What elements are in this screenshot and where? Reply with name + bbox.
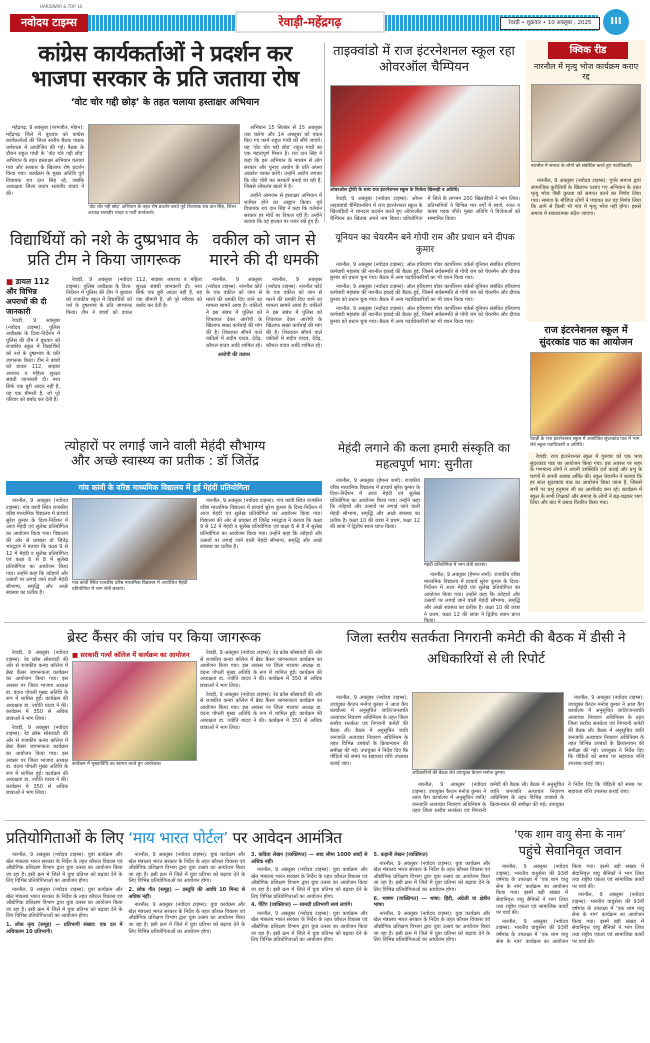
quick-read-body: नारनौल, 9 अक्तूबर (नवोदय टाइम्स): गुर्जर समाज द्वारा सामाजिक कुरीतियों के खिलाफ चलाए गए अभियान के तहत मृत्यु भोज जैसी कुप्रथा को समाप्त करने का निर्णय लिया गया। समाज के मौजिज लोगों ने पंचायत कर यह निर्णय लिया कि आगे से किसी भी गांव में मृत्यु भोज नहीं होगा। इससे समाज में सकारात्मक संदेश जाएगा। — [531, 178, 641, 217]
quick-read-title: नारनौल में मृत्यु भोज कार्यक्रम कराए रद्द — [533, 62, 639, 81]
mehndi2-headline: मेहंदी लगाने की कला हमारी संस्कृति का महत्वपूर्ण भाग: सुनीता — [337, 441, 511, 471]
cancer-headline: ब्रेस्ट कैंसर की जांच पर किया जागरूक — [67, 630, 261, 646]
column-rule — [324, 42, 325, 222]
lead-body-col1: महेंद्रगढ़, 9 अक्तूबर (परमजीत, मोहन): महेंद्रगढ़ जिले में बुधवार को कांग्रेस कार्यकर्ताओं की जिला स्तरीय बैठक पाठक धर्मशाला में आयोजित की गई। बैठक के दौरान राहुल गांधी के ‘वोट चोर गद्दी छोड़’ अभियान के तहत हस्ताक्षर अभियान चलाया गया और सरकार के खिलाफ रोष प्रदर्शन किया गया। कार्यक्रम के मुख्य अतिथि पूर्व विधायक राव दान सिंह रहे, जबकि अध्यक्षता जिला प्रधान सत्यवीर यादव ने की। — [6, 125, 84, 197]
mehndi2-body-b: नारनौल, 9 अक्तूबर (हेमन्त शर्मा): राजकीय वरिष्ठ माध्यमिक विद्यालय में प्राचार्य सुरेश कुमार के दिशा-निर्देशन में आज मेहंदी एवं सुलेख प्रतियोगिता का आयोजन किया गया। उन्होंने कहा कि त्योहारों और उत्सवों पर लगाई जाने वाली मेहंदी सौभाग्य, समृद्धि और अच्छे स्वास्थ्य का प्रतीक है। कक्षा 10 की छात्रा ने प्रथम, कक्षा 12 की छात्रा ने द्वितीय स्थान प्राप्त — [424, 572, 520, 618]
union-body: नारनौल, 9 अक्तूबर (नवोदय टाइम्स): ऑल हरियाणा पॉवर कार्पोरेशन वर्कर्स यूनियन संबंधित हरियाणा कर्मचारी महासंघ की नारनौल इकाई की बैठक हुई, जिसमें सर्वसम्मति से गोपी राम को चेयरमैन और दीपक कुमार को प्रधान चुना गया। बैठक में अन्य पदाधिकारियों का भी चयन किया गया। नारनौल, 9 अक्तूबर (नवोदय टाइम्स): ऑल हरियाणा पॉवर कार्पोरेशन वर्कर्स यूनियन संबंधित हरियाणा कर्मचारी महासंघ की नारनौल इकाई की बैठक हुई, जिसमें सर्वसम्मति से गोपी राम को चेयरमैन और दीपक कुमार को प्रधान चुना गया। बैठक में अन्य पदाधिकारियों का भी चयन किया गया। नारनौल, 9 अक्तूबर (नवोदय टाइम्स): ऑल हरियाणा पॉवर कार्पोरेशन वर्कर्स यूनियन संबंधित हरियाणा कर्मचारी महासंघ की नारनौल इकाई की बैठक हुई, जिसमें सर्वसम्मति से गोपी राम को चेयरमैन और दीपक कुमार को प्रधान चुना गया। बैठक में अन्य पदाधिकारियों का भी चयन किया गया। — [330, 262, 520, 325]
section-divider — [4, 820, 646, 821]
drugs-side-title: ■ डायल 112 और विभिन्न अपराधों की दी जानकारी — [6, 277, 50, 316]
cancer-body-a: रेवाड़ी, 9 अक्तूबर (नवोदय टाइम्स): रेड क्रॉस सोसायटी की ओर से राजकीय कन्या कॉलेज में ब्रेस्ट कैंसर जागरूकता कार्यक्रम का आयोजन किया गया। इस अवसर पर जिला भाजपा अध्यक्ष डा. वंदना पोपली मुख्य अतिथि के रूप में शामिल हुईं। कार्यक्रम की अध्यक्षता डा. ज्योति यादव ने की। कार्यक्रम में 350 से अधिक छात्राओं ने भाग लिया। रेवाड़ी, 9 अक्तूबर (नवोदय टाइम्स): रेड क्रॉस सोसायटी की ओर से राजकीय कन्या कॉलेज में ब्रेस्ट कैंसर जागरूकता कार्यक्रम का आयोजन किया गया। इस अवसर पर जिला भाजपा अध्यक्ष डा. वंदना पोपली मुख्य अतिथि के रूप में शामिल हुईं। कार्यक्रम की अध्यक्षता डा. ज्योति यादव ने की। कार्यक्रम में 350 से अधिक छात्राओं ने भाग लिया। — [6, 650, 68, 797]
mehndi2-caption: मेहंदी प्रतियोगिता में भाग लेती छात्राएं। — [424, 563, 488, 568]
mehndi-headline-1: त्योहारों पर लगाई जाने वाली मेहंदी सौभाग्य — [64, 439, 266, 454]
lead-deck: ‘वोट चोर गद्दी छोड़’ के तहत चलाया हस्ताक्षर अभियान — [70, 96, 260, 108]
cancer-photo — [72, 661, 197, 761]
lawyer-headline: वकील को जान से मारने की दी धमकी — [209, 230, 319, 269]
lawyer-body: नारनौल, 9 अक्तूबर (नवोदय टाइम्स): नारनौल कोर्ट के एक वकील को जान से मारने की धमकी दिए जाने का मामला सामने आया है। वकीलों ने इस संबंध में पुलिस को शिकायत देकर आरोपी के खिलाफ सख्त कार्रवाई की मांग की है। शिकायत सौंपने वाले वकीलों में संदीप यादव, देवेंद्र, कौशल यादव आदि शामिल रहे। आरोपी की तलाश नारनौल, 9 अक्तूबर (नवोदय टाइम्स): नारनौल कोर्ट के एक वकील को जान से मारने की धमकी दिए जाने का मामला सामने आया है। वकीलों ने इस संबंध में पुलिस को शिकायत देकर आरोपी के खिलाफ सख्त कार्रवाई की मांग की है। शिकायत सौंपने वाले वकीलों में संदीप यादव, देवेंद्र, कौशल यादव आदि शामिल रहे। — [206, 277, 322, 358]
mehndi-banner: गांव कांवी के वरिष्ठ माध्यमिक विद्यालय में हुई मेहंदी प्रतियोगिता — [6, 481, 322, 495]
airforce-story — [494, 826, 646, 860]
mehndi-body-b: नारनौल, 9 अक्तूबर (नवोदय टाइम्स): गांव कांवी स्थित राजकीय वरिष्ठ माध्यमिक विद्यालय में प्राचार्य सुरेश कुमार के दिशा-निर्देशन में आज मेहंदी एवं सुलेख प्रतियोगिता का आयोजन किया गया। विद्यालय की ओर से प्रवक्ता डॉ जितेंद्र भारद्वाज ने बताया कि कक्षा 9 से 12 में मेहंदी व सुलेख प्रतियोगिता एवं कक्षा 6 से 8 में सुलेख प्रतियोगिता का आयोजन किया गया। उन्होंने कहा कि त्योहारों और उत्सवों पर लगाई जाने वाली मेहंदी सौभाग्य, समृद्धि और अच्छे स्वास्थ्य का प्रतीक है। — [200, 498, 322, 551]
mehndi-headline-2: और अच्छे स्वास्थ्य का प्रतीक : डॉ जितेंद्र — [71, 453, 259, 469]
taekwondo-caption: ओवरऑल ट्रॉफी के साथ राज इंटरनेशनल स्कूल के विजेता खिलाड़ी व अतिथि। — [330, 188, 460, 193]
airforce-headline-1: ‘एक शाम वायु सेना के नाम’ — [514, 828, 626, 841]
vigilance-caption: अधिकारियों की बैठक लेते उपायुक्त कैप्टन मनोज कुमार। — [412, 771, 506, 776]
newspaper-logo: नवोदय टाइम्स — [10, 14, 88, 32]
vigilance-body-a: नारनौल, 9 अक्तूबर (नवोदय टाइम्स): उपायुक्त कैप्टन मनोज कुमार ने आज कैंप कार्यालय में अनुसूचित जाति/जनजाति अत्याचार निवारण अधिनियम के तहत जिला स्तरीय सतर्कता एवं निगरानी कमेटी की बैठक ली। बैठक में अनुसूचित जाति जनजाति अत्याचार निवारण अधिनियम के तहत विभिन्न उपबंधों के क्रियान्वयन की समीक्षा की गई। उपायुक्त ने निर्देश दिए कि पीड़ितों को समय पर सहायता राशि उपलब्ध कराई जाए। — [330, 695, 408, 767]
airforce-headline-2: पहुंचे सेवानिवृत जवान — [518, 844, 622, 859]
sundarkand-body: रेवाड़ी: राज इंटरनेशनल स्कूल में गुरुवार को एक भव्य सुंदरकांड पाठ का आयोजन किया गया। इस अवसर पर शहर के गणमान्य लोगों ने अपनी उपस्थिति दर्ज कराई और प्रभु के चरणों में अपनी आस्था अर्पित की। स्कूल चेयरमैन ने बताया कि हर साल सुंदरकांड पाठ का आयोजन किया जाता है, जिससे सभी पर प्रभु हनुमान जी का आशीर्वाद बना रहे। कार्यक्रम में स्कूल के सभी शिक्षकों और समाज के लोगों ने बढ़-चढ़कर भाग लिया और बाद में प्रसाद वितरित किया गया। — [528, 452, 644, 612]
mehndi-story — [6, 440, 324, 470]
sundarkand-caption: रेवाड़ी के राज इंटरनेशनल स्कूल में आयोजित सुंदरकांड पाठ में भाग लेते स्कूल पदाधिकारी व अतिथि। — [530, 437, 640, 448]
vigilance-body-c: नारनौल, 9 अक्तूबर (नवोदय टाइम्स): उपायुक्त कैप्टन मनोज कुमार ने आज कैंप कार्यालय में अनुसूचित जाति/जनजाति अत्याचार निवारण अधिनियम के तहत जिला स्तरीय सतर्कता एवं निगरानी कमेटी की बैठक ली। बैठक में अनुसूचित जाति जनजाति अत्याचार निवारण अधिनियम के तहत विभिन्न उपबंधों के क्रियान्वयन की समीक्षा की गई। उपायुक्त ने निर्देश दिए कि पीड़ितों को समय पर सहायता राशि उपलब्ध कराई जाए। — [568, 695, 644, 767]
mehndi2-body-a: नारनौल, 9 अक्तूबर (हेमन्त शर्मा): राजकीय वरिष्ठ माध्यमिक विद्यालय में प्राचार्य सुरेश कुमार के दिशा-निर्देशन में आज मेहंदी एवं सुलेख प्रतियोगिता का आयोजन किया गया। उन्होंने कहा कि त्योहारों और उत्सवों पर लगाई जाने वाली मेहंदी सौभाग्य, समृद्धि और अच्छे स्वास्थ्य का प्रतीक है। कक्षा 10 की छात्रा ने प्रथम, कक्षा 12 की छात्रा ने द्वितीय स्थान प्राप्त किया। — [330, 478, 420, 531]
mehndi-photo — [72, 498, 197, 580]
mehndi2-photo — [424, 478, 520, 562]
sundarkand-photo — [530, 352, 642, 436]
section-divider — [4, 622, 646, 623]
quick-read-caption: नारनौल में समाज के लोगों को संबोधित करते हुए पदाधिकारी। — [531, 164, 633, 169]
cancer-body-b: रेवाड़ी, 9 अक्तूबर (नवोदय टाइम्स): रेड क्रॉस सोसायटी की ओर से राजकीय कन्या कॉलेज में ब्रेस्ट कैंसर जागरूकता कार्यक्रम का आयोजन किया गया। इस अवसर पर जिला भाजपा अध्यक्ष डा. वंदना पोपली मुख्य अतिथि के रूप में शामिल हुईं। कार्यक्रम की अध्यक्षता डा. ज्योति यादव ने की। कार्यक्रम में 350 से अधिक छात्राओं ने भाग लिया। रेवाड़ी, 9 अक्तूबर (नवोदय टाइम्स): रेड क्रॉस सोसायटी की ओर से राजकीय कन्या कॉलेज में ब्रेस्ट कैंसर जागरूकता कार्यक्रम का आयोजन किया गया। इस अवसर पर जिला भाजपा अध्यक्ष डा. वंदना पोपली मुख्य अतिथि के रूप में शामिल हुईं। कार्यक्रम की अध्यक्षता डा. ज्योति यादव ने की। कार्यक्रम में 350 से अधिक छात्राओं ने भाग लिया। — [200, 650, 322, 731]
portal-body: नारनौल, 9 अक्तूबर (नवोदय टाइम्स): युवा कार्यक्रम और खेल मंत्रालय भारत सरकार के निर्देश के तहत कौशल विकास एवं औद्योगिक प्रशिक्षण विभाग द्वारा युवा उत्सव का आयोजन किया जा रहा है। इसी क्रम में जिले में युवा प्रतिभा को बढ़ावा देने के लिए विभिन्न प्रतियोगिताओं का आयोजन होगा। नारनौल, 9 अक्तूबर (नवोदय टाइम्स): युवा कार्यक्रम और खेल मंत्रालय भारत सरकार के निर्देश के तहत कौशल विकास एवं औद्योगिक प्रशिक्षण विभाग द्वारा युवा उत्सव का आयोजन किया जा रहा है। इसी क्रम में जिले में युवा प्रतिभा को बढ़ावा देने के लिए विभिन्न प्रतियोगिताओं का आयोजन होगा। 1. लोक नृत्य (समूह) — प्रतिभागी संख्या: एक दल में अधिकतम 10 प्रतिभागी। नारनौल, 9 अक्तूबर (नवोदय टाइम्स): युवा कार्यक्रम और खेल मंत्रालय भारत सरकार के निर्देश के तहत कौशल विकास एवं औद्योगिक प्रशिक्षण विभाग द्वारा युवा उत्सव का आयोजन किया जा रहा है। इसी क्रम में जिले में युवा प्रतिभा को बढ़ावा देने के लिए विभिन्न प्रतियोगिताओं का आयोजन होगा। 2. लोक गीत (समूह) — प्रस्तुति की अवधि 10 मिनट से अधिक नहीं। नारनौल, 9 अक्तूबर (नवोदय टाइम्स): युवा कार्यक्रम और खेल मंत्रालय भारत सरकार के निर्देश के तहत कौशल विकास एवं औद्योगिक प्रशिक्षण विभाग द्वारा युवा उत्सव का आयोजन किया जा रहा है। इसी क्रम में जिले में युवा प्रतिभा को बढ़ावा देने के लिए विभिन्न प्रतियोगिताओं का आयोजन होगा। 3. कविता लेखन (व्यक्तिगत) — शब्द सीमा 1000 शब्दों से अधिक नहीं। नारनौल, 9 अक्तूबर (नवोदय टाइम्स): युवा कार्यक्रम और खेल मंत्रालय भारत सरकार के निर्देश के तहत कौशल विकास एवं औद्योगिक प्रशिक्षण विभाग द्वारा युवा उत्सव का आयोजन किया जा रहा है। इसी क्रम में जिले में युवा प्रतिभा को बढ़ावा देने के लिए विभिन्न प्रतियोगिताओं का आयोजन होगा। 4. पेंटिंग (व्यक्तिगत) — सामग्री प्रतिभागी स्वयं लाएंगे। नारनौल, 9 अक्तूबर (नवोदय टाइम्स): युवा कार्यक्रम और खेल मंत्रालय भारत सरकार के निर्देश के तहत कौशल विकास एवं औद्योगिक प्रशिक्षण विभाग द्वारा युवा उत्सव का आयोजन किया जा रहा है। इसी क्रम में जिले में युवा प्रतिभा को बढ़ावा देने के लिए विभिन्न प्रतियोगिताओं का आयोजन होगा। 5. कहानी लेखन (व्यक्तिगत) नारनौल, 9 अक्तूबर (नवोदय टाइम्स): युवा कार्यक्रम और खेल मंत्रालय भारत सरकार के निर्देश के तहत कौशल विकास एवं औद्योगिक प्रशिक्षण विभाग द्वारा युवा उत्सव का आयोजन किया जा रहा है। इसी क्रम में जिले में युवा प्रतिभा को बढ़ावा देने के लिए विभिन्न प्रतियोगिताओं का आयोजन होगा। 6. भाषण (व्यक्तिगत) — भाषा: हिंदी, अंग्रेजी या क्षेत्रीय भाषा। नारनौल, 9 अक्तूबर (नवोदय टाइम्स): युवा कार्यक्रम और खेल मंत्रालय भारत सरकार के निर्देश के तहत कौशल विकास एवं औद्योगिक प्रशिक्षण विभाग द्वारा युवा उत्सव का आयोजन किया जा रहा है। इसी क्रम में जिले में युवा प्रतिभा को बढ़ावा देने के लिए विभिन्न प्रतियोगिताओं का आयोजन होगा। — [6, 852, 490, 944]
vigilance-body-b: नारनौल, 9 अक्तूबर (नवोदय टाइम्स): उपायुक्त कैप्टन मनोज कुमार ने आज कैंप कार्यालय में अनुसूचित जाति/जनजाति अत्याचार निवारण अधिनियम के तहत जिला स्तरीय सतर्कता एवं निगरानी कमेटी की बैठक ली। बैठक में अनुसूचित जाति जनजाति अत्याचार निवारण अधिनियम के तहत विभिन्न उपबंधों के क्रियान्वयन की समीक्षा की गई। उपायुक्त ने निर्देश दिए कि पीड़ितों को समय पर सहायता राशि उपलब्ध कराई जाए। — [412, 782, 642, 815]
lead-caption: ‘वोट चोर गद्दी छोड़’ अभियान के तहत रोष प्रदर्शन करते पूर्व विधायक राव दान सिंह, जिला अध्यक्ष सत्यवीर यादव व पार्टी कार्यकर्ता। — [88, 205, 236, 216]
vigilance-headline: जिला स्तरीय सतर्कता निगरानी कमेटी की बैठक में डीसी ने अधिकारियों से ली रिपोर्ट — [346, 630, 626, 667]
portal-headline: प्रतियोगिताओं के लिए ‘माय भारत पोर्टल’ पर आवेदन आमंत्रित — [6, 829, 342, 847]
drugs-headline: विद्यार्थियों को नशे के दुष्प्रभाव के प्रति टीम ने किया जागरूक — [9, 230, 199, 269]
taekwondo-story — [328, 44, 520, 76]
lead-story — [6, 42, 324, 108]
masthead — [0, 0, 650, 40]
cancer-caption: कार्यक्रम में मुख्यातिथि का स्वागत करते हुए आयोजक। — [72, 762, 162, 767]
sundarkand-headline: राज इंटरनेशनल स्कूल में सुंदरकांड पाठ का आयोजन — [539, 325, 633, 348]
cancer-subhead: ■ सरकारी गर्ल्स कॉलेज में कार्यक्रम का आयोजन — [72, 651, 190, 659]
drugs-body-b: रेवाड़ी, 9 अक्तूबर (नवोदय टाइम्स): पुलिस अधीक्षक के दिशा-निर्देशन में पुलिस की टीम ने बुधवार को राजकीय स्कूल में विद्यार्थियों को नशे के दुष्प्रभाव के प्रति जागरूक किया। टीम ने बच्चों को डायल 112, साइबर अपराध व महिला सुरक्षा संबंधी जानकारी दी। नशा सिर्फ एक बुरी आदत नहीं है, यह एक बीमारी है, जो पूरे परिवार को बर्बाद कर देती है। — [66, 277, 202, 316]
edition-label: रेवाड़ी-महेंद्रगढ़ — [235, 11, 385, 33]
drugs-body-a: रेवाड़ी, 9 अक्तूबर (नवोदय टाइम्स): पुलिस अधीक्षक के दिशा-निर्देशन में पुलिस की टीम ने बुधवार को राजकीय स्कूल में विद्यार्थियों को नशे के दुष्प्रभाव के प्रति जागरूक किया। टीम ने बच्चों को डायल 112, साइबर अपराध व महिला सुरक्षा संबंधी जानकारी दी। नशा सिर्फ एक बुरी आदत नहीं है, यह एक बीमारी है, जो पूरे परिवार को बर्बाद कर देती है। — [6, 318, 60, 404]
lead-headline-1: कांग्रेस कार्यकर्ताओं ने प्रदर्शन कर — [38, 42, 292, 67]
union-headline: यूनियन का चेयरमैन बने गोपी राम और प्रधान बने दीपक कुमार — [335, 233, 515, 255]
taekwondo-body: रेवाड़ी, 9 अक्तूबर (नवोदय टाइम्स): ओपन ताइक्वांडो चैम्पियनशिप में राज इंटरनेशनल स्कूल के खिलाड़ियों ने शानदार प्रदर्शन करते हुए ओवरऑल चैम्पियन का खिताब अपने नाम किया। प्रतियोगिता में जिले के लगभग 200 खिलाड़ियों ने भाग लिया। प्रतिभागियों ने विभिन्न भार वर्गों में स्वर्ण, रजत व कांस्य पदक जीते। मुख्य अतिथि ने विजेताओं को सम्मानित किया। — [330, 196, 520, 222]
airforce-body: नारनौल, 9 अक्तूबर (नवोदय टाइम्स): भारतीय वायुसेना की 93वीं वर्षगांठ के उपलक्ष्य में ‘एक शाम वायु सेना के नाम’ कार्यक्रम का आयोजन किया गया। इसमें बड़ी संख्या में सेवानिवृत्त वायु सैनिकों ने भाग लिया तथा राष्ट्रीय एकता एवं सामाजिक कार्यों पर चर्चा की। नारनौल, 9 अक्तूबर (नवोदय टाइम्स): भारतीय वायुसेना की 93वीं वर्षगांठ के उपलक्ष्य में ‘एक शाम वायु सेना के नाम’ कार्यक्रम का आयोजन किया गया। इसमें बड़ी संख्या में सेवानिवृत्त वायु सैनिकों ने भाग लिया तथा राष्ट्रीय एकता एवं सामाजिक कार्यों पर चर्चा की। नारनौल, 9 अक्तूबर (नवोदय टाइम्स): भारतीय वायुसेना की 93वीं वर्षगांठ के उपलक्ष्य में ‘एक शाम वायु सेना के नाम’ कार्यक्रम का आयोजन किया गया। इसमें बड़ी संख्या में सेवानिवृत्त वायु सैनिकों ने भाग लिया तथा राष्ट्रीय एकता एवं सामाजिक कार्यों पर चर्चा की। — [496, 864, 644, 945]
lead-body-col3: अभियान 15 सितंबर से 15 अक्तूबर तक चलेगा और 14 अक्तूबर को एकत्र किए गए फार्म राहुल गांधी को सौंपे जाएंगे। यह ‘वोट चोर गद्दी छोड़’ राहुल गांधी का एक महत्वपूर्ण मिशन है। राव दान सिंह ने कहा कि इस अभियान के माध्यम से लोग सरकार और चुनाव आयोग के प्रति अपना आक्रोश व्यक्त करेंगे। उन्होंने आरोप लगाया कि वोट चोरी कर सरकारें बनाई जा रही हैं, जिससे लोकतंत्र खतरे में है। उन्होंने आमजन से हस्ताक्षर अभियान में शामिल होने का आह्वान किया। पूर्व विधायक राव दान सिंह ने कहा कि वर्तमान सरकार हर मोर्चे पर विफल रही है। उन्होंने बताया कि वह हालात पर नजर रखे हुए हैं। — [244, 125, 322, 226]
mehndi-caption: गांव कांवी स्थित राजकीय वरिष्ठ माध्यमिक विद्यालय में आयोजित मेहंदी प्रतियोगिता में भाग लेती छात्राएं। — [72, 581, 188, 592]
lead-headline-2: भाजपा सरकार के प्रति जताया रोष — [31, 67, 299, 93]
page-number: III — [603, 9, 629, 35]
taekwondo-headline: ताइक्वांडो में राज इंटरनेशनल स्कूल रहा ओवरऑल चैम्पियन — [333, 44, 515, 75]
quick-read-photo — [531, 84, 641, 162]
taekwondo-photo — [330, 85, 520, 187]
quick-read-label: क्विक रीड — [548, 42, 628, 59]
mehndi-body-a: नारनौल, 9 अक्तूबर (नवोदय टाइम्स): गांव कांवी स्थित राजकीय वरिष्ठ माध्यमिक विद्यालय में प्राचार्य सुरेश कुमार के दिशा-निर्देशन में आज मेहंदी एवं सुलेख प्रतियोगिता का आयोजन किया गया। विद्यालय की ओर से प्रवक्ता डॉ जितेंद्र भारद्वाज ने बताया कि कक्षा 9 से 12 में मेहंदी व सुलेख प्रतियोगिता एवं कक्षा 6 से 8 में सुलेख प्रतियोगिता का आयोजन किया गया। उन्होंने कहा कि त्योहारों और उत्सवों पर लगाई जाने वाली मेहंदी सौभाग्य, समृद्धि और अच्छे स्वास्थ्य का प्रतीक है। — [6, 498, 68, 597]
vigilance-photo — [412, 692, 564, 770]
lead-photo — [88, 124, 240, 204]
dateline: रेवाड़ी • शुक्रवार • 10 अक्तूबर , 2025 — [500, 17, 600, 30]
logo-tagline: HARIDWAR & TOP 10 — [40, 4, 83, 9]
